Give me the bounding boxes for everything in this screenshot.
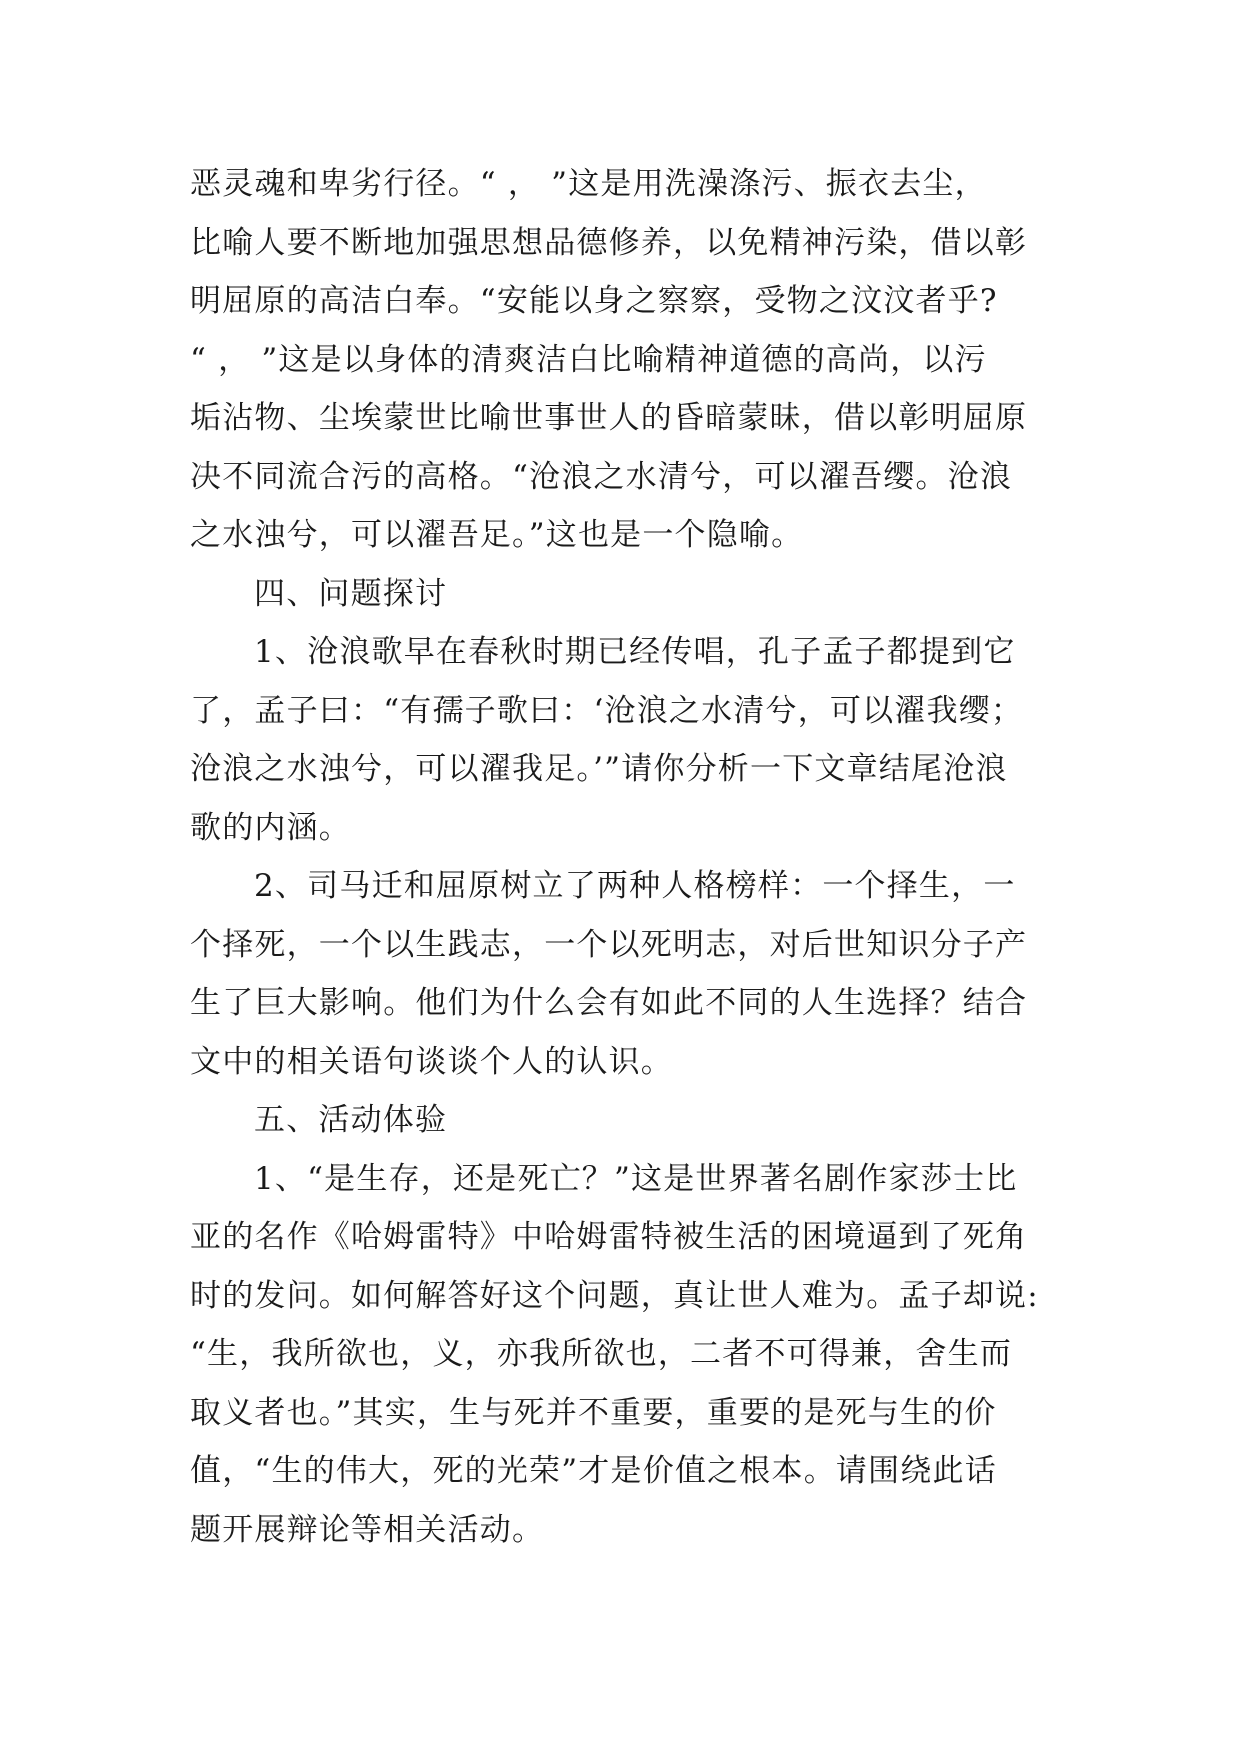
text-line: 取义者也。”其实，生与死并不重要，重要的是死与生的价	[190, 1394, 997, 1431]
text-line: 明屈原的高洁白奉。“安能以身之察察，受物之汶汶者乎?	[190, 283, 998, 319]
text-line: 2、司马迁和屈原树立了两种人格榜样：一个择生，一	[254, 868, 1016, 904]
text-line: 歌的内涵。	[190, 809, 351, 846]
text-line: “生，我所欲也，义，亦我所欲也，二者不可得兼，舍生而	[190, 1336, 1013, 1372]
text-line: 恶灵魂和卑劣行径。“ ， ”这是用洗澡涤污、振衣去尘，	[190, 166, 987, 202]
text-line: 决不同流合污的高格。“沧浪之水清兮，可以濯吾缨。沧浪	[190, 458, 1013, 495]
text-line: 文中的相关语句谈谈个人的认识。	[190, 1043, 673, 1080]
text-line: 生了巨大影响。他们为什么会有如此不同的人生选择？结合	[190, 985, 1028, 1021]
text-line: “ ， ”这是以身体的清爽洁白比喻精神道德的高尚，以污	[190, 341, 987, 378]
text-line: 了，孟子曰：“有孺子歌曰：‘沧浪之水清兮，可以濯我缨；	[190, 692, 1024, 729]
text-line: 垢沾物、尘埃蒙世比喻世事世人的昏暗蒙昧，借以彰明屈原	[190, 400, 1028, 436]
text-line: 时的发问。如何解答好这个问题，真让世人难为。孟子却说:	[190, 1277, 1039, 1314]
text-line: 1、“是生存，还是死亡？”这是世界著名剧作家莎士比	[254, 1160, 1018, 1197]
text-line: 之水浊兮，可以濯吾足。”这也是一个隐喻。	[190, 517, 804, 553]
section-heading: 五、活动体验	[254, 1102, 448, 1138]
text-line: 1、沧浪歌早在春秋时期已经传唱，孔子孟子都提到它	[254, 634, 1016, 670]
text-line: 沧浪之水浊兮，可以濯我足。’”请你分析一下文章结尾沧浪	[190, 751, 1008, 787]
section-heading: 四、问题探讨	[254, 575, 448, 612]
text-line: 值，“生的伟大，死的光荣”才是价值之根本。请围绕此话	[190, 1453, 997, 1489]
text-line: 亚的名作《哈姆雷特》中哈姆雷特被生活的困境逼到了死角	[190, 1219, 1028, 1255]
text-line: 个择死，一个以生践志，一个以死明志，对后世知识分子产	[190, 926, 1028, 963]
document-body	[190, 155, 1052, 1559]
text-line: 比喻人要不断地加强思想品德修养，以免精神污染，借以彰	[190, 224, 1028, 261]
text-line: 题开展辩论等相关活动。	[190, 1511, 545, 1548]
